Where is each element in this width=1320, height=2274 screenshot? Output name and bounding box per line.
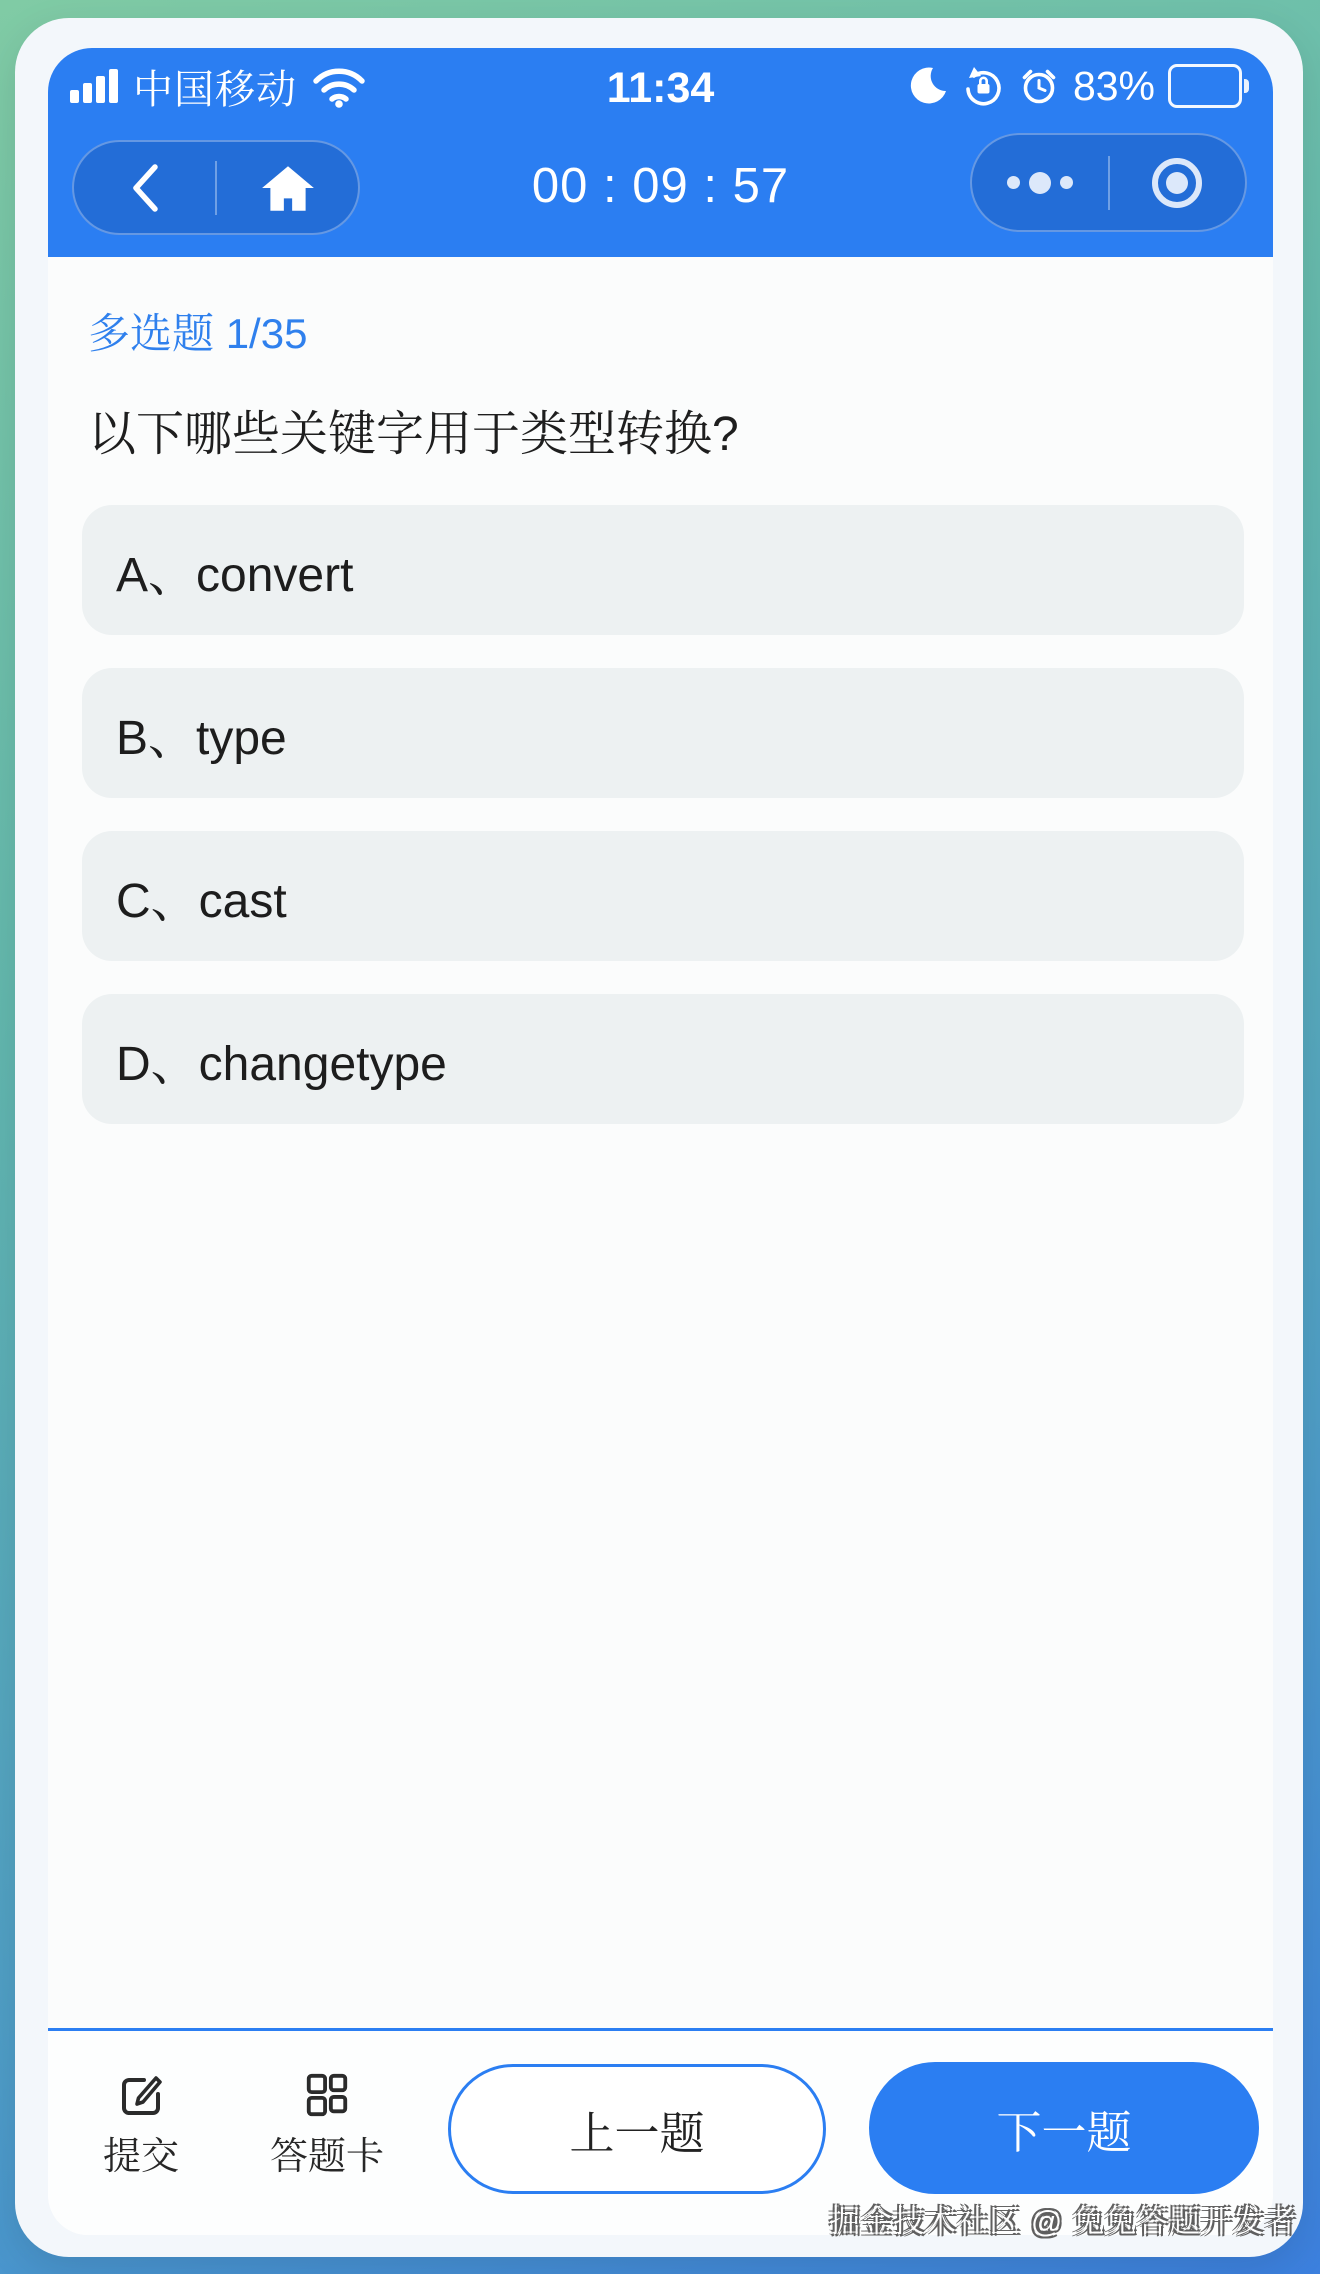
option-b[interactable] bbox=[82, 668, 1244, 798]
question-type-label: 多选题 bbox=[88, 310, 215, 357]
option-a-label: A、convert bbox=[116, 548, 354, 602]
option-d[interactable] bbox=[82, 994, 1244, 1124]
next-question-button[interactable] bbox=[869, 2062, 1259, 2194]
miniprogram-capsule bbox=[970, 133, 1247, 232]
question-text: 以下哪些关键字用于类型转换? bbox=[88, 408, 739, 461]
option-d-label: D、changetype bbox=[116, 1037, 447, 1091]
close-record-button[interactable] bbox=[1110, 135, 1246, 230]
more-dots-icon bbox=[1007, 172, 1073, 194]
question-panel bbox=[48, 257, 1273, 2235]
question-progress: 1/35 bbox=[225, 310, 308, 357]
next-question-label: 下一题 bbox=[996, 2106, 1132, 2158]
phone-frame bbox=[15, 18, 1303, 2257]
orientation-lock-icon bbox=[961, 64, 1005, 108]
status-time: 11:34 bbox=[606, 64, 715, 112]
record-icon bbox=[1145, 151, 1209, 215]
answer-card-label: 答题卡 bbox=[269, 2136, 384, 2178]
option-c-label: C、cast bbox=[116, 874, 287, 928]
battery-icon bbox=[1168, 64, 1249, 108]
carrier-label: 中国移动 bbox=[133, 67, 297, 112]
countdown-timer: 00 : 09 : 57 bbox=[531, 159, 790, 213]
edit-icon bbox=[117, 2071, 165, 2119]
status-bar bbox=[48, 60, 1273, 112]
options-list bbox=[82, 505, 1244, 1157]
previous-question-button[interactable] bbox=[448, 2064, 826, 2194]
previous-question-label: 上一题 bbox=[569, 2107, 705, 2159]
moon-icon bbox=[906, 65, 948, 107]
alarm-icon bbox=[1018, 65, 1060, 107]
watermark-text: 掘金技术社区 @ 兔兔答题开发者 bbox=[829, 2204, 1297, 2239]
submit-button[interactable] bbox=[66, 2071, 216, 2180]
app-header bbox=[48, 48, 1273, 257]
option-a[interactable] bbox=[82, 505, 1244, 635]
answer-card-button[interactable] bbox=[252, 2071, 402, 2180]
question-meta bbox=[88, 301, 307, 361]
submit-label: 提交 bbox=[102, 2136, 179, 2178]
option-b-label: B、type bbox=[116, 711, 287, 765]
status-right bbox=[906, 60, 1249, 112]
option-c[interactable] bbox=[82, 831, 1244, 961]
battery-percent-label: 83% bbox=[1072, 62, 1155, 109]
more-button[interactable] bbox=[972, 135, 1108, 230]
grid-icon bbox=[302, 2071, 352, 2119]
